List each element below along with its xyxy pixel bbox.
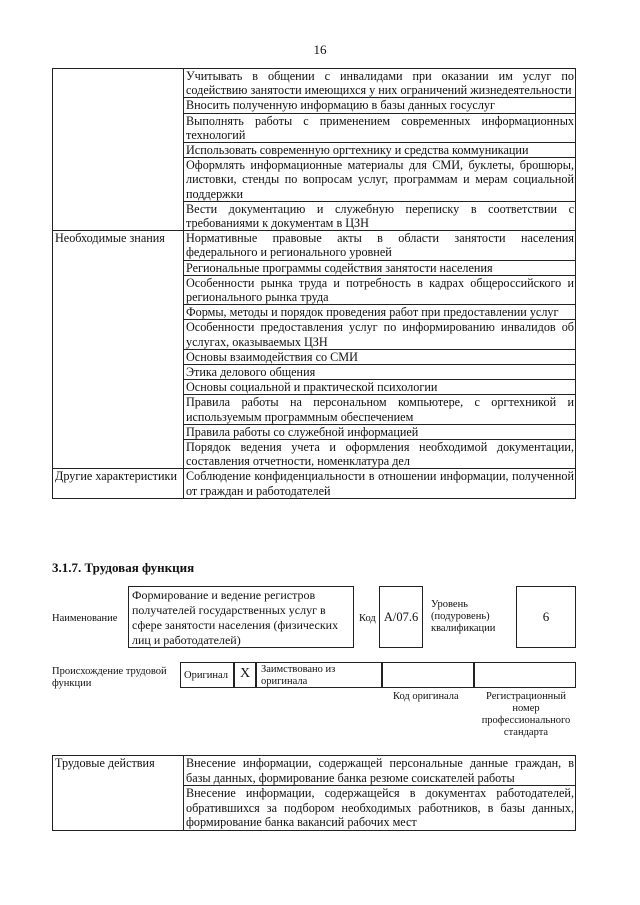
section-title: 3.1.7. Трудовая функция [52,560,195,575]
knowledge-item: Порядок ведения учета и оформления необходимой документации, составления отчетности, номенклатура дел [184,440,576,469]
skill-item: Вести документацию и служебную переписку в соответствии с требованиями к документам в ЦЗН [184,201,576,230]
qualification-level-box: 6 [516,586,576,648]
knowledge-item: Основы социальной и практической психологии [184,380,576,395]
original-label-cell: Оригинал [180,662,234,688]
continued-label-cell [53,69,184,231]
qualification-level-label: Уровень (подуровень) квалификации [431,599,496,634]
reg-number-cell [474,662,576,688]
table-row [53,469,576,498]
code-label: Код [359,613,376,624]
table-row [53,756,576,786]
code-original-cell [382,662,474,688]
knowledge-item: Региональные программы содействия занятости населения [184,260,576,275]
skill-item: Вносить полученную информацию в базы данных госуслуг [184,98,576,113]
origin-row [180,662,576,688]
knowledge-item: Основы взаимодействия со СМИ [184,349,576,364]
actions-label: Трудовые действия [53,756,184,831]
knowledge-item: Этика делового общения [184,365,576,380]
knowledge-item: Особенности предоставления услуг по информированию инвалидов об услугах, оказываемых ЦЗН [184,320,576,349]
skill-item: Использовать современную оргтехнику и средства коммуникации [184,143,576,158]
skill-item: Оформлять информационные материалы для СМИ, буклеты, брошюры, листовки, стенды по вопросам услуг, программам и мерам социальной поддержки [184,158,576,202]
labour-actions-table [52,755,576,831]
borrowed-label-cell: Заимствовано из оригинала [256,662,382,688]
labour-action-item: Внесение информации, содержащейся в документах работодателей, обратившихся за подбором необходимых работников, в базы данных, формирование банка вакансий рабочих мест [184,786,576,831]
skill-item: Выполнять работы с применением современных информационных технологий [184,113,576,142]
page-number: 16 [313,42,327,57]
knowledge-item: Особенности рынка труда и потребность в кадрах общероссийского и регионального рынка труда [184,275,576,304]
original-mark-cell: X [234,662,256,688]
knowledge-item: Правила работы на персональном компьютере, с оргтехникой и используемым программным обеспечением [184,395,576,424]
name-label: Наименование [52,613,118,624]
knowledge-item: Правила работы со служебной информацией [184,424,576,439]
table-row [53,69,576,98]
row-label: Необходимые знания [53,231,184,469]
reg-number-caption: Регистрационный номер профессионального стандарта [481,691,571,738]
table-row [53,231,576,260]
knowledge-item: Формы, методы и порядок проведения работ при предоставлении услуг [184,305,576,320]
code-original-caption: Код оригинала [393,691,459,702]
origin-label: Происхождение трудовой функции [52,666,167,689]
row-label: Другие характеристики [53,469,184,498]
other-characteristics: Соблюдение конфиденциальности в отношении информации, полученной от граждан и работодателей [184,469,576,498]
function-name-box: Формирование и ведение регистров получателей государственных услуг в сфере занятости населения (физических лиц и работодателей) [128,586,354,648]
knowledge-item: Нормативные правовые акты в области занятости населения федерального и регионального уровней [184,231,576,260]
knowledge-table [52,68,576,499]
skill-item: Учитывать в общении с инвалидами при оказании им услуг по содействию занятости имеющихся у них ограничений жизнедеятельности [184,69,576,98]
labour-action-item: Внесение информации, содержащей персональные данные граждан, в базы данных, формирование банка резюме соискателей работы [184,756,576,786]
function-code-box: А/07.6 [379,586,423,648]
